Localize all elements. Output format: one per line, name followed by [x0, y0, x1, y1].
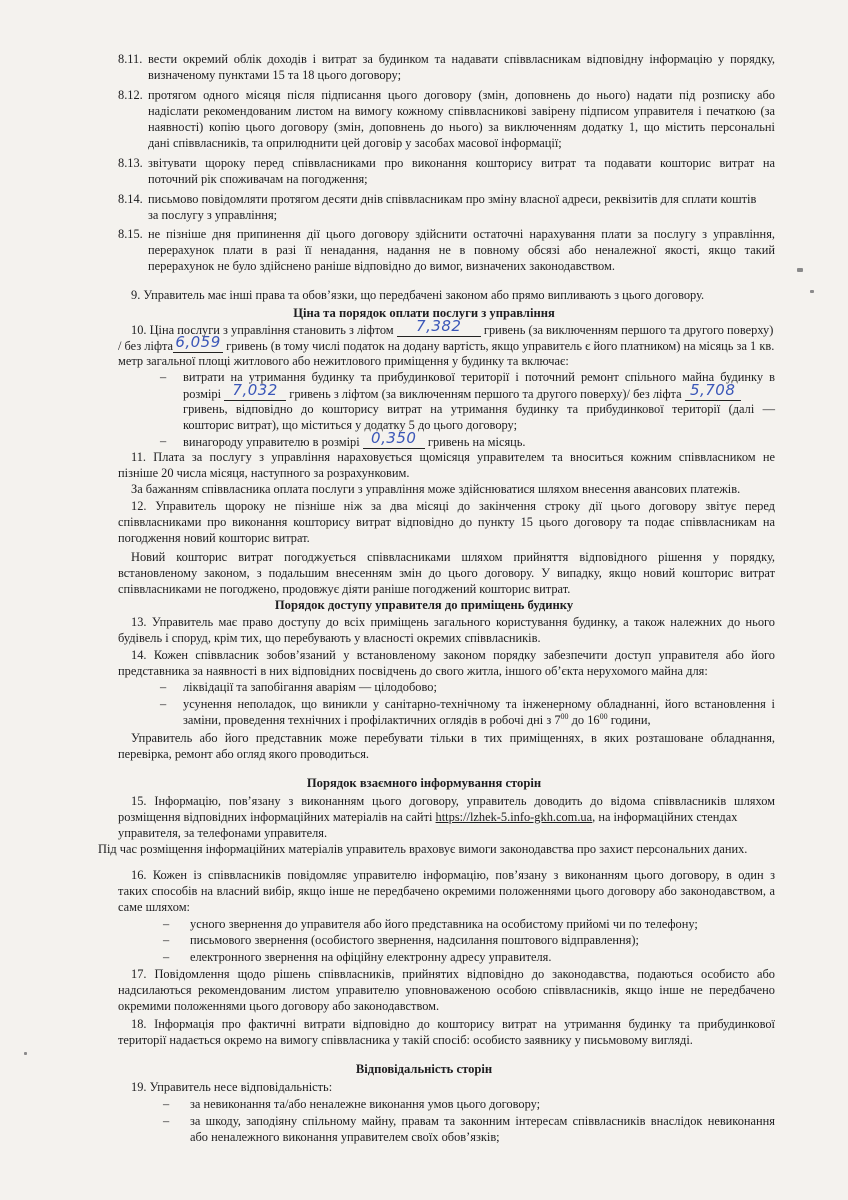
item-number: 8.15.: [118, 227, 143, 241]
paragraph-12-line: співвласниками про виконання кошторису витрат відповідно до пункту 15 цього договору та подає співвласникам на: [118, 515, 775, 529]
item-text-line: перерахунок плати в разі її ненадання, надання не в повному обсязі або неналежної якості, якщо такий: [148, 243, 775, 257]
bullet-dash: –: [160, 697, 167, 711]
paragraph-11-line: За бажанням співвласника оплата послуги з управління може здійснюватися шляхом внесення авансових платежів.: [131, 482, 741, 496]
section-heading-information: Порядок взаємного інформування сторін: [306, 776, 542, 790]
handwritten-value: 0,350: [371, 429, 417, 447]
paragraph-18-line: території надається окремо на вимогу співвласника у такій спосіб: особисто заявнику у письмовому вигляді.: [118, 1033, 693, 1047]
item-number: 8.11.: [118, 52, 143, 66]
paragraph-12-line: співвласниками не погоджено, продовжує діяти раніше погоджений кошторис витрат.: [118, 582, 571, 596]
bullet-line: розмірі 7,032 гривень з ліфтом (за виключенням першого та другого поверху)/ без ліфта 5,708: [183, 386, 741, 403]
manager-fee-field: [363, 429, 425, 449]
item-text-line: визначеному пунктами 15 та 18 цього договору;: [148, 68, 402, 82]
scan-speck: [24, 1052, 27, 1055]
bullet-dash: –: [160, 434, 167, 448]
item-number: 8.14.: [118, 192, 143, 206]
bullet-line: гривень, відповідно до кошторису витрат на утримання будинку та прибудинкової території (далі —: [183, 402, 775, 416]
paragraph-13-line: будівель і споруд, крім тих, що перебувають у власності окремих співвласників.: [118, 631, 541, 645]
bullet-dash: –: [160, 370, 167, 384]
maintenance-with-lift-field: [224, 381, 286, 401]
item-text-line: не пізніше дня припинення дії цього договору здійснити остаточні нарахування плати за послугу з управління,: [148, 227, 775, 241]
paragraph-10-line: / без ліфта 6,059 гривень (в тому числі податок на додану вартість, якщо управитель є його платником) на місяць за 1 кв.: [118, 333, 775, 353]
handwritten-value: 5,708: [689, 381, 736, 399]
bullet-line: ліквідації та запобігання аваріям — цілодобово;: [183, 680, 437, 694]
paragraph-11-line: 11. Плата за послугу з управління нараховується щомісяця управителем та вноситься кожним співвласником не: [131, 450, 775, 464]
paragraph-16-line: саме шляхом:: [118, 900, 190, 914]
item-text-line: перерахунок не було здійснено раніше відповідно до вимог, визначених законодавством.: [148, 259, 615, 273]
section-heading-price: Ціна та порядок оплати послуги з управління: [293, 306, 555, 320]
paragraph-15-line: управителя, за телефонами управителя.: [118, 826, 328, 840]
paragraph-9: 9. Управитель має інші права та обов’язки, що передбачені законом або прямо випливають з цього договору.: [131, 288, 705, 302]
bullet-line: письмового звернення (особистого звернення, надсилання поштового відправлення);: [190, 933, 639, 947]
item-text-line: надіслати рекомендованим листом на вимогу кожному співвласникові завірену підписом управителя і печаткою (за: [148, 104, 775, 118]
bullet-line: усного звернення до управителя або його представника на особистому прийомі чи по телефону;: [190, 917, 698, 931]
bullet-dash: –: [163, 1097, 170, 1111]
handwritten-value: 6,059: [175, 333, 221, 351]
paragraph-17-line: надсилаються рекомендованим листом управителю уповноваженою особою співвласників, якщо інше не передбачено: [118, 983, 775, 997]
bullet-line: заміни, проведення технічних і профілактичних оглядів в робочі дні з $7^{00}$ до $16^{00}$ години,: [183, 712, 651, 727]
item-text-line: протягом одного місяця після підписання цього договору (змін, доповнень до нього) надати під розписку або: [148, 88, 775, 102]
item-text-line: вести окремий облік доходів і витрат за будинком та надавати співвласникам відповідну інформацію у порядку,: [148, 52, 775, 66]
paragraph-10-line: метр загальної площі житлового або нежитлового приміщення у будинку та включає:: [118, 354, 569, 368]
item-text-line: за послугу з управління;: [148, 208, 278, 222]
paragraph-18-line: 18. Інформація про фактичні витрати відповідно до кошторису витрат на утримання будинку та прибудинкової: [131, 1017, 775, 1031]
scan-speck: [797, 268, 803, 272]
paragraph-12-line: 12. Управитель щороку не пізніше ніж за два місяці до закінчення строку дії цього договору звітує перед: [131, 499, 775, 513]
item-text-line: звітувати щороку перед співвласниками про виконання кошторису витрат та подавати кошторис витрат на: [148, 156, 775, 170]
bullet-line: усунення неполадок, що виникли у санітарно-технічному та інженерному обладнанні, його встановлення і: [183, 697, 775, 711]
bullet-dash: –: [160, 680, 167, 694]
section-heading-responsibility: Відповідальність сторін: [355, 1062, 493, 1076]
bullet-line: або неналежного виконання управителем своїх обов’язків;: [190, 1130, 500, 1144]
maintenance-without-lift-field: [685, 381, 741, 401]
handwritten-value: 7,382: [416, 317, 462, 335]
price-without-lift-field: [173, 333, 223, 353]
paragraph-12-line: Новий кошторис витрат погоджується співвласниками шляхом прийняття відповідного рішення у порядку,: [131, 550, 775, 564]
paragraph-14-line: 14. Кожен співвласник зобов’язаний у встановленому законом порядку забезпечити доступ управителя або його: [131, 648, 775, 662]
bullet-dash: –: [163, 950, 170, 964]
item-text-line: наявності) копію цього договору (змін, доповнень до нього) за виключенням додатку 1, що містить персональні: [148, 120, 775, 134]
paragraph-11-line: пізніше 20 числа місяця, наступного за розрахунковим.: [118, 466, 410, 480]
item-text-line: письмово повідомляти протягом десяти днів співвласникам про зміну власної адреси, реквізитів для сплати коштів: [148, 192, 757, 206]
paragraph-15-line: 15. Інформацію, пов’язану з виконанням цього договору, управитель доводить до відома співвласників шляхом: [131, 794, 775, 808]
bullet-line: за шкоду, заподіяну спільному майну, правам та законним інтересам співвласників внаслідок невиконання: [190, 1114, 775, 1128]
bullet-dash: –: [163, 1114, 170, 1128]
paragraph-17-line: окремими положеннями цього договору або законодавством.: [118, 999, 440, 1013]
bullet-line: винагороду управителю в розмірі 0,350 гривень на місяць.: [183, 429, 526, 449]
paragraph-12-line: встановленому законом, з подальшим внесенням змін до цього договору. У випадку, якщо новий кошторис витрат: [118, 566, 775, 580]
bullet-line: кошторис витрат), що міститься у додатку 5 до цього договору;: [183, 418, 518, 432]
item-number: 8.12.: [118, 88, 143, 102]
paragraph-12-line: погодження новий кошторис витрат.: [118, 531, 310, 545]
item-text-line: поточний рік споживачам на погодження;: [148, 172, 368, 186]
bullet-dash: –: [163, 933, 170, 947]
website-link[interactable]: https://lzhek-5.info-gkh.com.ua: [435, 810, 593, 824]
paragraph-19: 19. Управитель несе відповідальність:: [131, 1080, 333, 1094]
paragraph-16-line: таких способів на власний вибір, якщо інше не передбачено окремими положеннями цього договору або законодавством, а: [118, 884, 775, 898]
paragraph-14-line: представника за наявності в них відповідних посвідчень до свого житла, іншого об’єкта нерухомого майна для:: [118, 664, 708, 678]
item-number: 8.13.: [118, 156, 143, 170]
paragraph-10-line: 10. Ціна послуги з управління становить з ліфтом 7,382 гривень (за виключенням першого та другого поверху): [131, 317, 774, 337]
bullet-line: за невиконання та/або неналежне виконання умов цього договору;: [190, 1097, 541, 1111]
item-text-line: дані співвласників, та оприлюднити цей договір у засобах масової інформації;: [148, 136, 562, 150]
bullet-line: електронного звернення на офіційну електронну адресу управителя.: [190, 950, 552, 964]
bullet-line: витрати на утримання будинку та прибудинкової території і поточний ремонт спільного майна будинку в: [183, 370, 775, 384]
price-with-lift-field: [397, 317, 481, 337]
paragraph-14-line: перевірка, ремонт або огляд якого проводиться.: [118, 747, 370, 761]
paragraph-13-line: 13. Управитель має право доступу до всіх приміщень загального користування будинку, а також належних до нього: [131, 615, 775, 629]
paragraph-15-line: Під час розміщення інформаційних матеріалів управитель враховує вимоги законодавства про захист персональних даних.: [98, 842, 748, 856]
paragraph-17-line: 17. Повідомлення щодо рішень співвласників, прийнятих відповідно до законодавства, подаються особисто або: [131, 967, 775, 981]
scan-speck: [810, 290, 814, 293]
paragraph-15-line: розміщення відповідних інформаційних матеріалів на сайті https://lzhek-5.info-gkh.com.ua, на інформаційних стендах: [118, 810, 738, 824]
paragraph-16-line: 16. Кожен із співвласників повідомляє управителю інформацію, пов’язану з виконанням цього договору, в один з: [131, 868, 775, 882]
section-heading-access: Порядок доступу управителя до приміщень будинку: [274, 598, 574, 612]
handwritten-value: 7,032: [232, 381, 278, 399]
bullet-dash: –: [163, 917, 170, 931]
paragraph-14-line: Управитель або його представник може перебувати тільки в тих приміщеннях, в яких розташоване обладнання,: [131, 731, 775, 745]
